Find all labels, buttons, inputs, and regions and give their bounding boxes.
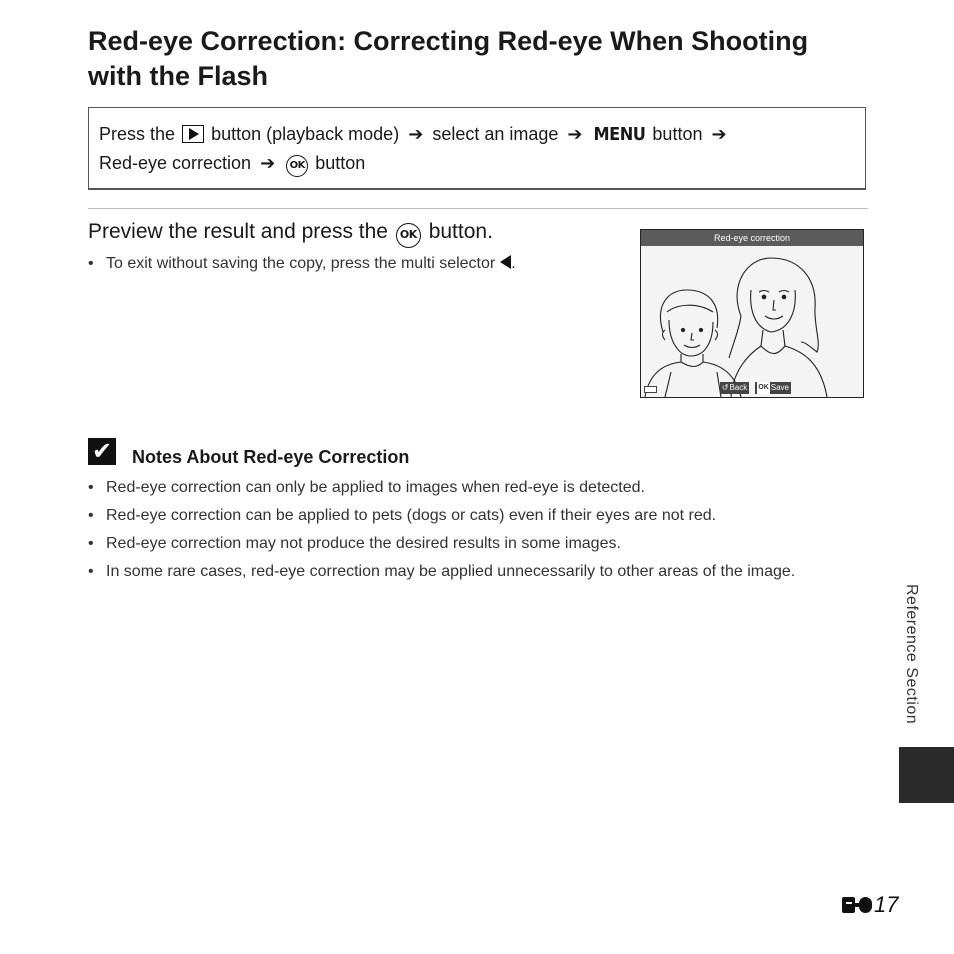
page-title: Red-eye Correction: Correcting Red-eye When Shooting with the Flash	[88, 26, 809, 91]
section-divider	[88, 208, 868, 209]
back-hint	[720, 382, 750, 394]
step-heading-suffix: button.	[428, 220, 493, 243]
page-number	[842, 892, 898, 918]
camera-screen-footer	[720, 382, 791, 394]
multi-selector-left-icon	[500, 255, 511, 269]
note-text: Red-eye correction may not produce the desired results in some images.	[106, 535, 621, 552]
save-hint	[755, 382, 791, 394]
list-item	[88, 474, 868, 502]
section-side-label: Reference Section	[903, 584, 920, 725]
navigation-box	[88, 107, 866, 190]
back-label: Back	[729, 383, 748, 392]
step-heading	[88, 217, 493, 248]
back-arrow-icon: ↺	[721, 383, 729, 392]
step-heading-text: Preview the result and press the	[88, 220, 388, 243]
bullet-icon: •	[88, 507, 94, 524]
camera-screen-title: Red-eye correction	[641, 230, 863, 246]
bullet-icon: •	[88, 535, 94, 552]
note-text: In some rare cases, red-eye correction may be applied unnecessarily to other areas of the image.	[106, 563, 796, 580]
navigation-line-1	[99, 120, 855, 149]
playback-button-icon	[182, 125, 204, 143]
step-bullet: • To exit without saving the copy, press the multi selector .	[88, 253, 516, 275]
menu-button-icon: MENU	[593, 124, 646, 145]
bullet-icon: •	[88, 479, 94, 496]
nav-menu-button-text: button	[652, 124, 703, 144]
arrow-icon: ➔	[260, 153, 276, 173]
page-number-text: 17	[874, 892, 899, 917]
nav-press-text: Press the	[99, 124, 176, 144]
camera-screen-illustration	[640, 229, 864, 398]
nav-select-text: select an image	[432, 124, 559, 144]
note-text: Red-eye correction can only be applied to images when red-eye is detected.	[106, 479, 645, 496]
note-text: Red-eye correction can be applied to pets (dogs or cats) even if their eyes are not red.	[106, 507, 717, 524]
notes-list	[88, 474, 868, 586]
navigation-line-2	[99, 149, 855, 177]
nav-playback-text: button (playback mode)	[211, 124, 400, 144]
arrow-icon: ➔	[567, 124, 583, 144]
checkmark-icon: ✔	[88, 438, 116, 465]
arrow-icon: ➔	[408, 124, 424, 144]
step-bullet-text: To exit without saving the copy, press the multi selector	[106, 255, 496, 272]
section-tab-marker	[899, 747, 954, 803]
battery-icon	[644, 386, 657, 393]
notes-title: Notes About Red-eye Correction	[132, 447, 410, 467]
nav-menu-item-text: Red-eye correction	[99, 153, 252, 173]
bullet-icon: •	[88, 563, 94, 580]
ok-button-icon: OK	[396, 223, 421, 248]
ok-key-icon: OK	[757, 382, 770, 394]
bullet-icon: •	[88, 255, 94, 272]
portrait-photo-illustration	[641, 246, 863, 397]
list-item	[88, 558, 868, 586]
nav-ok-button-text: button	[315, 153, 366, 173]
list-item	[88, 530, 868, 558]
reference-section-icon	[842, 897, 872, 913]
list-item	[88, 502, 868, 530]
ok-button-icon: OK	[286, 155, 308, 177]
arrow-icon: ➔	[711, 124, 727, 144]
save-label: Save	[770, 383, 789, 392]
